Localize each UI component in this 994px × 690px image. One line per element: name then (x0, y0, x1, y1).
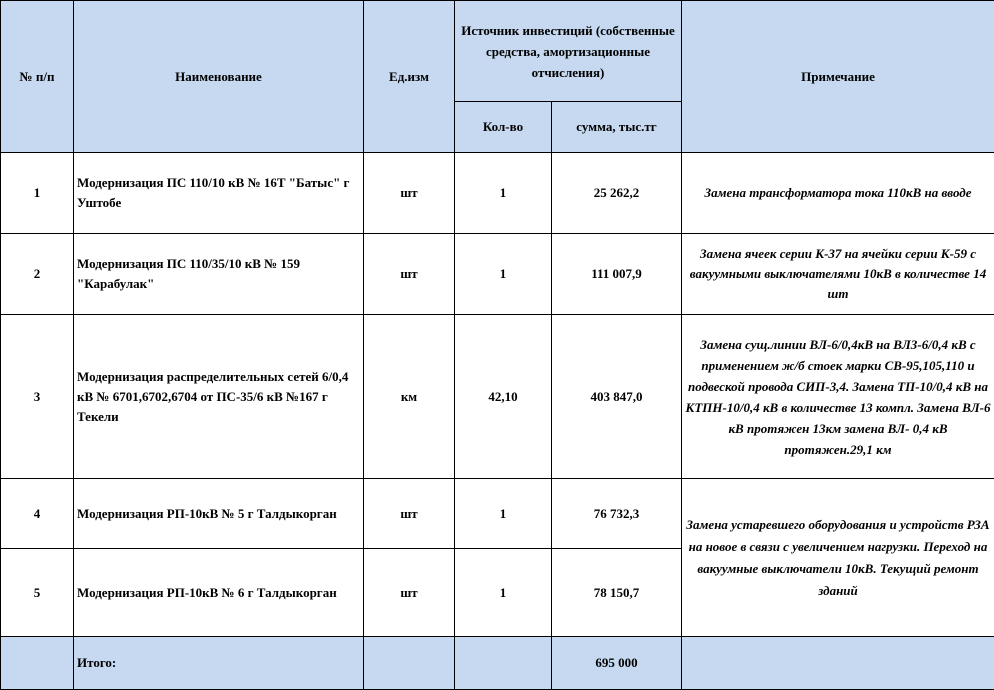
header-qty: Кол-во (455, 102, 552, 153)
row-unit: шт (364, 549, 455, 637)
table-row (1, 479, 994, 549)
row-num: 1 (1, 153, 74, 234)
total-num-cell (1, 637, 74, 690)
total-unit-cell (364, 637, 455, 690)
row-sum: 76 732,3 (552, 479, 682, 549)
row-sum: 403 847,0 (552, 315, 682, 479)
total-note-cell (682, 637, 994, 690)
row-qty: 1 (455, 234, 552, 315)
table-row (1, 315, 994, 479)
table-row (1, 153, 994, 234)
row-unit: шт (364, 479, 455, 549)
header-unit: Ед.изм (364, 1, 455, 153)
row-note: Замена сущ.линии ВЛ-6/0,4кВ на ВЛЗ-6/0,4 кВ с применением ж/б стоек марки СВ-95,105,110 и подвеской провода СИП-3,4. Замена ТП-10/0,4 кВ на КТПН-10/0,4 кВ в количестве 13 компл. Замена ВЛ-6 кВ протяжен 13км замена ВЛ- 0,4 кВ протяжен.29,1 км (682, 315, 994, 479)
header-sum: сумма, тыс.тг (552, 102, 682, 153)
row-qty: 1 (455, 549, 552, 637)
total-label: Итого: (74, 637, 364, 690)
row-name: Модернизация РП-10кВ № 5 г Талдыкорган (74, 479, 364, 549)
row-qty: 1 (455, 479, 552, 549)
row-unit: шт (364, 234, 455, 315)
row-sum: 111 007,9 (552, 234, 682, 315)
total-row (1, 637, 994, 690)
row-qty: 1 (455, 153, 552, 234)
row-name: Модернизация РП-10кВ № 6 г Талдыкорган (74, 549, 364, 637)
row-unit: шт (364, 153, 455, 234)
row-name: Модернизация распределительных сетей 6/0,4 кВ № 6701,6702,6704 от ПС-35/6 кВ №167 г Текели (74, 315, 364, 479)
header-row-1 (1, 1, 994, 102)
row-note: Замена трансформатора тока 110кВ на вводе (682, 153, 994, 234)
row-name: Модернизация ПС 110/35/10 кВ № 159 "Карабулак" (74, 234, 364, 315)
row-num: 3 (1, 315, 74, 479)
row-unit: км (364, 315, 455, 479)
row-num: 2 (1, 234, 74, 315)
row-num: 4 (1, 479, 74, 549)
total-sum: 695 000 (552, 637, 682, 690)
header-note: Примечание (682, 1, 994, 153)
row-sum: 25 262,2 (552, 153, 682, 234)
row-sum: 78 150,7 (552, 549, 682, 637)
row-note-merged: Замена устаревшего оборудования и устройств РЗА на новое в связи с увеличением нагрузки. Переход на вакуумные выключатели 10кВ. Текущий ремонт зданий (682, 479, 994, 637)
row-num: 5 (1, 549, 74, 637)
header-num: № п/п (1, 1, 74, 153)
header-name: Наименование (74, 1, 364, 153)
total-qty-cell (455, 637, 552, 690)
header-source: Источник инвестиций (собственные средства, амортизационные отчисления) (455, 1, 682, 102)
row-qty: 42,10 (455, 315, 552, 479)
row-name: Модернизация ПС 110/10 кВ № 16Т "Батыс" г Уштобе (74, 153, 364, 234)
row-note: Замена ячеек серии К-37 на ячейки серии К-59 с вакуумными выключателями 10кВ в количестве 14 шт (682, 234, 994, 315)
table-row (1, 234, 994, 315)
